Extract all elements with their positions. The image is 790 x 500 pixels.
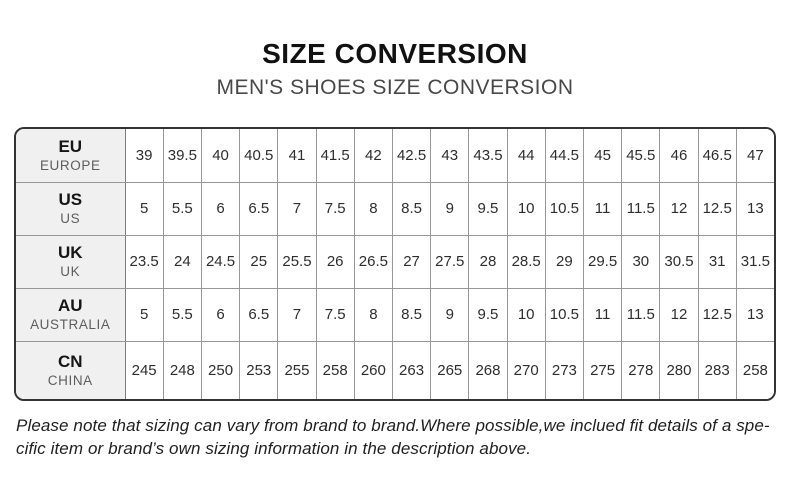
size-cell: 39.5	[163, 129, 201, 182]
size-cell: 12.5	[698, 288, 736, 341]
region-name: CHINA	[47, 372, 93, 388]
row-header-uk	[16, 235, 125, 288]
size-cell: 12.5	[698, 182, 736, 235]
size-cell: 39	[125, 129, 163, 182]
sizing-note	[16, 414, 774, 461]
region-name: EUROPE	[39, 157, 101, 173]
size-cell: 9.5	[469, 288, 507, 341]
size-cell: 25	[240, 235, 278, 288]
size-cell: 10	[507, 182, 545, 235]
region-name: US	[60, 210, 81, 226]
size-cell: 47	[736, 129, 774, 182]
table-row-au	[16, 288, 774, 341]
size-cell: 10	[507, 288, 545, 341]
size-cell: 273	[545, 341, 583, 399]
size-cell: 40	[201, 129, 239, 182]
size-cell: 9	[431, 182, 469, 235]
size-cell: 46.5	[698, 129, 736, 182]
size-cell: 26	[316, 235, 354, 288]
size-cell: 5.5	[163, 182, 201, 235]
size-cell: 13	[736, 182, 774, 235]
size-cell: 6.5	[240, 288, 278, 341]
size-cell: 9.5	[469, 182, 507, 235]
size-cell: 255	[278, 341, 316, 399]
size-cell: 10.5	[545, 288, 583, 341]
size-cell: 43.5	[469, 129, 507, 182]
page-title: SIZE CONVERSION	[262, 38, 528, 69]
size-cell: 6.5	[240, 182, 278, 235]
size-cell: 268	[469, 341, 507, 399]
size-cell: 260	[354, 341, 392, 399]
sizing-note-line1: Please note that sizing can vary from brand to brand.Where possible,we inclued fit details of a spe-	[16, 416, 770, 435]
size-cell: 11.5	[622, 182, 660, 235]
sizing-note-line2: cific item or brand’s own sizing information in the description above.	[16, 439, 532, 459]
size-cell: 263	[392, 341, 430, 399]
size-cell: 45.5	[622, 129, 660, 182]
size-cell: 248	[163, 341, 201, 399]
region-code: CN	[57, 352, 83, 372]
size-cell: 27.5	[431, 235, 469, 288]
size-cell: 13	[736, 288, 774, 341]
size-cell: 9	[431, 288, 469, 341]
region-name: AUSTRALIA	[30, 316, 111, 332]
region-code: EU	[58, 137, 83, 157]
region-code: AU	[57, 296, 83, 316]
size-cell: 10.5	[545, 182, 583, 235]
size-cell: 24	[163, 235, 201, 288]
table-row-uk	[16, 235, 774, 288]
size-cell: 41	[278, 129, 316, 182]
table-row-eu	[16, 129, 774, 182]
size-cell: 30.5	[660, 235, 698, 288]
size-cell: 31	[698, 235, 736, 288]
size-cell: 24.5	[201, 235, 239, 288]
region-code: UK	[57, 243, 83, 263]
size-cell: 11	[583, 288, 621, 341]
size-cell: 28	[469, 235, 507, 288]
size-cell: 6	[201, 288, 239, 341]
size-cell: 46	[660, 129, 698, 182]
size-cell: 7	[278, 182, 316, 235]
region-name: UK	[60, 263, 81, 279]
size-cell: 26.5	[354, 235, 392, 288]
table-row-us	[16, 182, 774, 235]
page-subtitle: MEN'S SHOES SIZE CONVERSION	[216, 76, 574, 99]
size-cell: 44	[507, 129, 545, 182]
region-code: US	[58, 190, 83, 210]
size-conversion-table	[16, 129, 774, 399]
size-table-container	[14, 127, 776, 401]
size-cell: 42	[354, 129, 392, 182]
row-header-au	[16, 288, 125, 341]
size-cell: 278	[622, 341, 660, 399]
size-cell: 12	[660, 182, 698, 235]
size-cell: 8	[354, 288, 392, 341]
size-cell: 40.5	[240, 129, 278, 182]
size-cell: 31.5	[736, 235, 774, 288]
size-cell: 7.5	[316, 182, 354, 235]
size-cell: 45	[583, 129, 621, 182]
size-cell: 275	[583, 341, 621, 399]
size-cell: 258	[316, 341, 354, 399]
size-cell: 250	[201, 341, 239, 399]
size-cell: 8.5	[392, 288, 430, 341]
size-cell: 11.5	[622, 288, 660, 341]
size-cell: 29	[545, 235, 583, 288]
size-cell: 7	[278, 288, 316, 341]
size-cell: 8.5	[392, 182, 430, 235]
size-cell: 23.5	[125, 235, 163, 288]
size-cell: 270	[507, 341, 545, 399]
size-cell: 29.5	[583, 235, 621, 288]
size-cell: 6	[201, 182, 239, 235]
size-cell: 42.5	[392, 129, 430, 182]
size-cell: 280	[660, 341, 698, 399]
size-cell: 283	[698, 341, 736, 399]
size-cell: 265	[431, 341, 469, 399]
size-cell: 7.5	[316, 288, 354, 341]
size-cell: 5	[125, 182, 163, 235]
size-table-body	[16, 129, 774, 399]
row-header-cn	[16, 341, 125, 399]
size-cell: 11	[583, 182, 621, 235]
size-cell: 5	[125, 288, 163, 341]
row-header-eu	[16, 129, 125, 182]
size-cell: 44.5	[545, 129, 583, 182]
size-cell: 245	[125, 341, 163, 399]
size-cell: 8	[354, 182, 392, 235]
size-cell: 43	[431, 129, 469, 182]
row-header-us	[16, 182, 125, 235]
size-cell: 30	[622, 235, 660, 288]
size-cell: 258	[736, 341, 774, 399]
size-cell: 27	[392, 235, 430, 288]
size-cell: 25.5	[278, 235, 316, 288]
size-cell: 5.5	[163, 288, 201, 341]
size-cell: 253	[240, 341, 278, 399]
size-cell: 12	[660, 288, 698, 341]
table-row-cn	[16, 341, 774, 399]
size-cell: 41.5	[316, 129, 354, 182]
size-cell: 28.5	[507, 235, 545, 288]
